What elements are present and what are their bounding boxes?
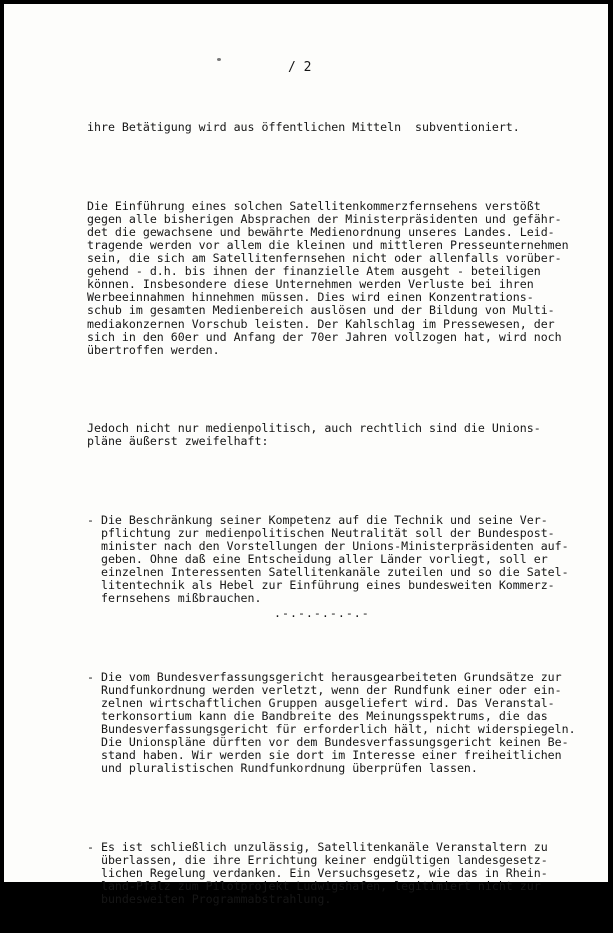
paragraph-lead: Jedoch nicht nur medienpolitisch, auch rechtlich sind die Unions- pläne äußerst zweifelhaft: [87, 421, 541, 449]
document-body [87, 95, 592, 933]
document-page [4, 4, 608, 907]
end-mark: .-.-.-.-.-.- [274, 606, 370, 620]
page-number: / 2 [288, 60, 312, 75]
bullet-item: - Die vom Bundesverfassungsgericht herausgearbeiteten Grundsätze zur Rundfunkordnung werden verletzt, wenn der Rundfunk einer oder ein- zelnen wirtschaftlichen Gruppen ausgeliefert wird. Das Veranstal- terkonsortium kann die Bandbreite des Meinungsspektrums, die das Bundesverfassungsgericht für erforderlich hält, nicht widerspiegeln. Die Unionspläne dürften vor dem Bundesverfassungsgericht keinen Be- stand haben. Wir werden sie dort im Interesse einer freiheitlichen und pluralistischen Rundfunkordnung überprüfen lassen. [87, 669, 576, 776]
bullet-item: - Die Beschränkung seiner Kompetenz auf die Technik und seine Ver- pflichtung zur medienpolitischen Neutralität soll der Bundespost- minister nach den Vorstellungen der Unions-Ministerpräsidenten auf- geben. Ohne daß eine Entscheidung aller Länder vorliegt, soll er einzelnen Interessenten Satellitenkanäle zuteilen und so die Satel- litentechnik als Hebel zur Einführung eines bundesweiten Kommerz- fernsehens mißbrauchen. [87, 512, 569, 606]
bullet-item: - Es ist schließlich unzulässig, Satellitenkanäle Veranstaltern zu überlassen, die ihre Errichtung keiner endgültigen landesgesetz- lichen Regelung verdanken. Ein Versuchsgesetz, wie das in Rhein- land-Pfalz zum Pilotprojekt Ludwigshafen, legitimiert nicht zur bundesweiten Programmabstrahlung. [87, 839, 548, 907]
paper-speck [217, 58, 221, 61]
paragraph-main: Die Einführung eines solchen Satellitenkommerzfernsehens verstößt gegen alle bisherigen Absprachen der Ministerpräsidenten und gefähr- det die gewachsene und bewährte Medienordnung unseres Landes. Leid- tragende werden vor allem die kleinen und mittleren Presseunternehmen sein, die sich am Satellitenfernsehen nicht oder allenfalls vorüber- gehend - d.h. bis ihnen der finanzielle Atem ausgeht - beteiligen können. Insbesondere diese Unternehmen werden Verluste bei ihren Werbeeinnahmen hinnehmen müssen. Dies wird einen Konzentrations- schub im gesamten Medienbereich auslösen und der Bildung von Multi- mediakonzernen Vorschub leisten. Der Kahlschlag im Pressewesen, der sich in den 60er und Anfang der 70er Jahren vollzogen hat, wird noch übertroffen werden. [87, 198, 569, 357]
paragraph-intro: ihre Betätigung wird aus öffentlichen Mitteln subventioniert. [87, 120, 520, 135]
